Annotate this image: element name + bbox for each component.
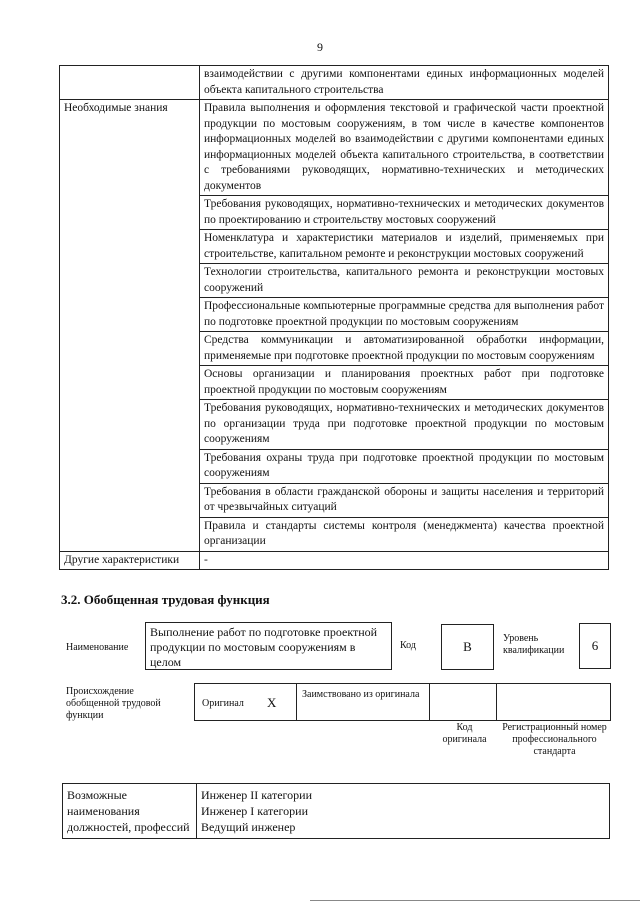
divider <box>496 683 497 721</box>
role-item: Ведущий инженер <box>201 820 296 834</box>
original-label: Оригинал <box>202 698 244 709</box>
knowledge-item: Номенклатура и характеристики материалов и изделий, применяемых при строительстве, капитальном ремонте и реконструкции мостовых сооружений <box>200 230 609 264</box>
code-label: Код <box>400 640 416 651</box>
original-code-caption: Код оригинала <box>442 722 487 745</box>
knowledge-item: Требования руководящих, нормативно-технических и методических документов по проектированию и строительству мостовых сооружений <box>200 196 609 230</box>
code-value: B <box>463 639 472 654</box>
level-value: 6 <box>591 638 599 653</box>
knowledge-item: Профессиональные компьютерные программные средства для выполнения работ по подготовке проектной продукции по мостовым сооружениям <box>200 298 609 332</box>
role-item: Инженер II категории <box>201 788 312 802</box>
empty-cell <box>60 66 200 100</box>
knowledge-item: Технологии строительства, капитального ремонта и реконструкции мостовых сооружений <box>200 264 609 298</box>
divider <box>429 683 430 721</box>
reg-number-caption: Регистрационный номер профессионального стандарта <box>502 722 607 757</box>
table-row <box>60 100 609 196</box>
level-box <box>579 623 611 669</box>
knowledge-item: Средства коммуникации и автоматизированной обработки информации, применяемые при подготовке проектной продукции по мостовым сооружениям <box>200 332 609 366</box>
table-row <box>60 551 609 570</box>
knowledge-item: Основы организации и планирования проектных работ при подготовке проектной продукции по мостовым сооружениям <box>200 366 609 400</box>
knowledge-item: Правила и стандарты системы контроля (менеджмента) качества проектной организации <box>200 517 609 551</box>
other-value: - <box>200 551 609 570</box>
knowledge-item: Правила выполнения и оформления текстовой и графической части проектной продукции по мостовым сооружениям, в том числе в качестве компонентов информационных моделей во взаимодействии с другими компонентами единых информационных моделей объекта капитального строительства, в соответствии с требованиями руководящих, нормативно-технических и методических документов <box>200 100 609 196</box>
table-row <box>60 66 609 100</box>
continuation-text: взаимодействии с другими компонентами единых информационных моделей объекта капитального строительства <box>200 66 609 100</box>
roles-list <box>197 784 610 839</box>
knowledge-item: Требования в области гражданской обороны и защиты населения и территорий от чрезвычайных ситуаций <box>200 483 609 517</box>
divider <box>296 683 297 721</box>
code-box <box>441 624 494 670</box>
role-item: Инженер I категории <box>201 804 308 818</box>
page-edge-line <box>310 900 640 901</box>
other-label: Другие характеристики <box>60 551 200 570</box>
name-label: Наименование <box>66 642 129 653</box>
knowledge-table <box>59 65 609 570</box>
level-label: Уровень квалификации <box>503 633 565 656</box>
section-title: 3.2. Обобщенная трудовая функция <box>61 592 270 607</box>
function-name-value: Выполнение работ по подготовке проектной продукции по мостовым сооружениям в целом <box>150 625 378 669</box>
borrowed-label: Заимствовано из оригинала <box>302 689 420 700</box>
knowledge-item: Требования охраны труда при подготовке проектной продукции по мостовым сооружениям <box>200 449 609 483</box>
knowledge-item: Требования руководящих, нормативно-технических и методических документов по организации труда при подготовке проектной продукции по мостовым сооружениям <box>200 400 609 450</box>
original-mark: X <box>267 695 277 710</box>
origin-label: Происхождение обобщенной трудовой функции <box>66 686 161 721</box>
table-row <box>63 784 610 839</box>
knowledge-label: Необходимые знания <box>60 100 200 552</box>
roles-table <box>62 783 610 839</box>
page-number: 9 <box>317 40 323 54</box>
roles-label: Возможные наименования должностей, профессий <box>63 784 197 839</box>
function-name-box <box>145 622 392 670</box>
